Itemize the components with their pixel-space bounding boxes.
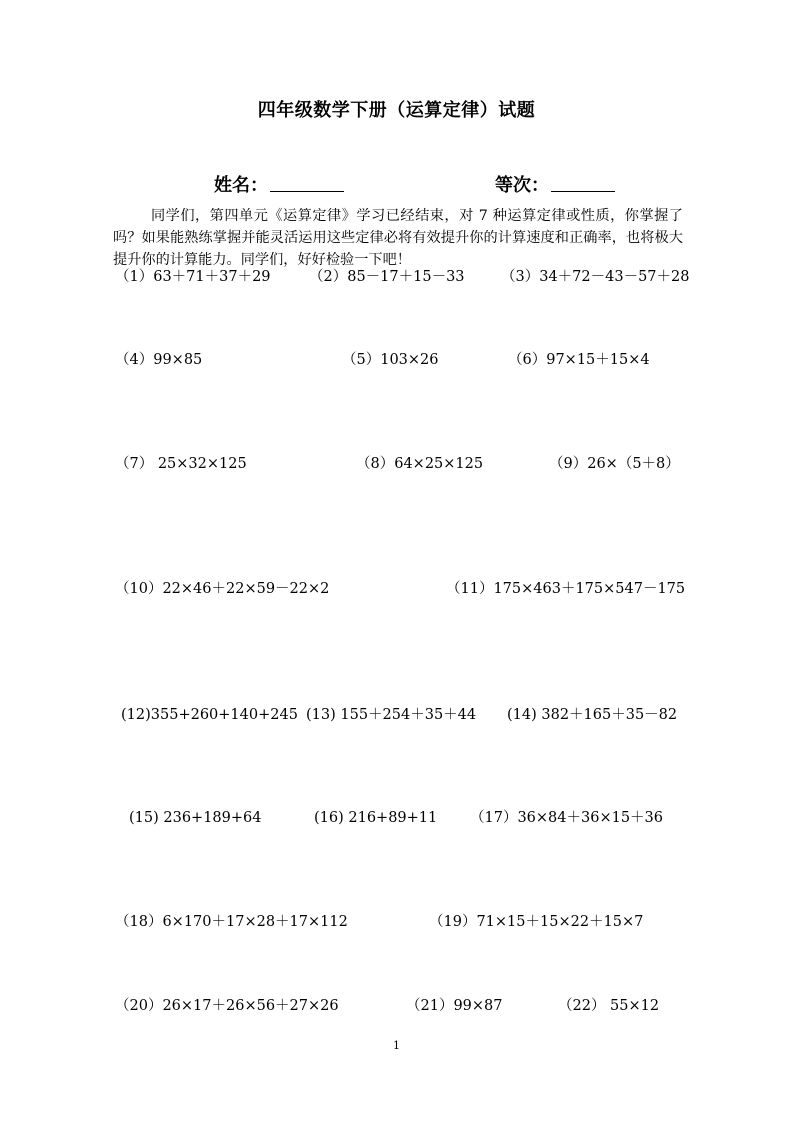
question-9: （9）26×（5＋8） [549,456,680,472]
question-10: （10）22×46＋22×59－22×2 [115,581,330,597]
question-18: （18）6×170＋17×28＋17×112 [115,914,348,930]
question-13: (13) 155＋254＋35＋44 [306,707,477,723]
name-label: 姓名： [214,175,268,196]
question-15: (15) 236+189+64 [129,810,262,826]
question-19: （19）71×15＋15×22＋15×7 [429,914,644,930]
question-17: （17）36×84＋36×15＋36 [470,810,664,826]
question-12: (12)355+260+140+245 [121,707,298,723]
question-22: （22） 55×12 [558,998,660,1014]
question-1: （1）63＋71＋37＋29 [115,269,271,285]
name-blank-line [270,191,344,192]
question-5: （5）103×26 [342,352,439,368]
question-21: （21）99×87 [406,998,503,1014]
question-3: （3）34＋72－43－57＋28 [501,269,690,285]
page-title: 四年级数学下册（运算定律）试题 [257,100,536,121]
question-2: （2）85－17＋15－33 [309,269,465,285]
question-7: （7） 25×32×125 [115,456,247,472]
question-8: （8）64×25×125 [356,456,484,472]
question-16: (16) 216+89+11 [314,810,438,826]
intro-paragraph: 同学们，第四单元《运算定律》学习已经结束，对 7 种运算定律或性质，你掌握了吗？如果能熟练掌握并能灵活运用这些定律必将有效提升你的计算速度和正确率，也将极大提升你的计算能力。同学们，好好检验一下吧！ [113,208,683,268]
question-6: （6）97×15＋15×4 [508,352,650,368]
question-11: （11）175×463＋175×547－175 [446,581,686,597]
question-4: （4）99×85 [115,352,203,368]
question-20: （20）26×17＋26×56＋27×26 [115,998,339,1014]
question-14: (14) 382＋165＋35－82 [507,707,678,723]
grade-blank-line [551,191,615,192]
grade-label: 等次： [495,175,549,196]
page-number: 1 [393,1039,400,1052]
